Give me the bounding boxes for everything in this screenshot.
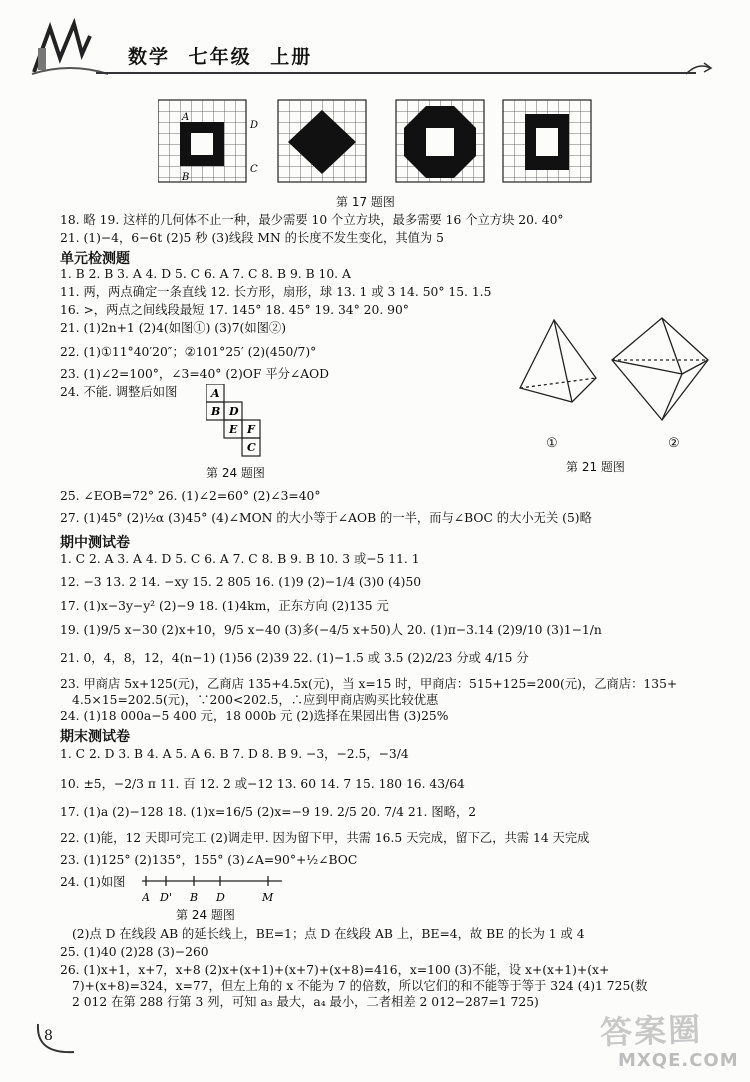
answer-line: 2 012 在第 288 行第 3 列，可知 a₃ 最大，a₄ 最小，二者相差 2 012−287=1 725) xyxy=(72,995,539,1009)
answer-line: 21. (1)2n+1 (2)4(如图①) (3)7(如图②) xyxy=(60,321,287,335)
section-heading: 期末测试卷 xyxy=(60,729,130,745)
arrow-icon xyxy=(684,58,714,82)
watermark-url: MXQE.COM xyxy=(618,1050,739,1071)
caption-21: 第 21 题图 xyxy=(566,460,625,474)
net-label: E xyxy=(229,423,238,436)
answer-line: 24. (1)18 000a−5 400 元，18 000b 元 (2)选择在果园出售 (3)25% xyxy=(60,709,449,723)
page-header xyxy=(0,0,750,92)
answer-line: 24. 不能. 调整后如图 xyxy=(60,385,178,399)
grid-2 xyxy=(278,100,366,182)
section-heading: 单元检测题 xyxy=(60,251,130,267)
answer-line: 1. B 2. B 3. A 4. D 5. C 6. A 7. C 8. B 9. B 10. A xyxy=(60,267,351,281)
answer-line: 23. 甲商店 5x+125(元)，乙商店 135+4.5x(元)，当 x=15 时，甲商店：515+125=200(元)，乙商店：135+ xyxy=(60,677,678,691)
answer-line: 22. (1)能，12 天即可完工 (2)调走甲. 因为留下甲，共需 16.5 天完成，留下乙，共需 14 天完成 xyxy=(60,831,590,845)
figure-24-net xyxy=(206,384,276,464)
page-title: 数学 七年级 上册 xyxy=(128,46,313,68)
caption-17: 第 17 题图 xyxy=(336,195,395,209)
answer-line: 7)+(x+8)=324，x=77，但左上角的 x 不能为 7 的倍数，所以它们的和不能等于等于 324 (4)1 725(数 xyxy=(72,979,648,993)
figure-17-grids xyxy=(158,98,598,188)
seg-label: B xyxy=(190,891,199,904)
answer-line: 16. >，两点之间线段最短 17. 145° 18. 45° 19. 34° 20. 90° xyxy=(60,303,409,317)
answer-line: 21. (1)−4，6−6t (2)5 秒 (3)线段 MN 的长度不发生变化，其值为 5 xyxy=(60,231,444,245)
book-logo-icon xyxy=(30,18,110,78)
net-label: D xyxy=(229,405,239,418)
page-number-ornament xyxy=(34,1020,84,1060)
answer-line: 25. (1)40 (2)28 (3)−260 xyxy=(60,945,209,959)
answer-line: 11. 两，两点确定一条直线 12. 长方形，扇形，球 13. 1 或 3 14. 50° 15. 1.5 xyxy=(60,285,492,299)
answer-line: 21. 0，4，8，12，4(n−1) (1)56 (2)39 22. (1)−1.5 或 3.5 (2)2/23 分或 4/15 分 xyxy=(60,651,529,665)
solid-label-2: ② xyxy=(668,436,680,451)
label-D: D xyxy=(250,120,259,131)
caption-24: 第 24 题图 xyxy=(206,466,265,480)
seg-label: A xyxy=(142,891,150,904)
seg-label: D xyxy=(216,891,225,904)
answer-line: 10. ±5，−2/3 π 11. 百 12. 2 或−12 13. 60 14. 7 15. 180 16. 43/64 xyxy=(60,777,465,791)
solid-label-1: ① xyxy=(546,436,558,451)
answer-line: 17. (1)a (2)−128 18. (1)x=16/5 (2)x=−9 19. 2/5 20. 7/4 21. 图略，2 xyxy=(60,805,477,819)
net-label: A xyxy=(211,387,220,400)
answer-line: 4.5×15=202.5(元)，∵200<202.5，∴应到甲商店购买比较优惠 xyxy=(72,693,439,707)
header-rule xyxy=(96,72,696,74)
answer-line: 23. (1)125° (2)135°，155° (3)∠A=90°+½∠BOC xyxy=(60,853,358,867)
answer-line: 19. (1)9/5 x−30 (2)x+10，9/5 x−40 (3)多(−4/5 x+50)人 20. (1)π−3.14 (2)9/10 (3)1−1/n xyxy=(60,623,602,637)
figure-24-segment xyxy=(142,873,292,907)
answer-line: 23. (1)∠2=100°，∠3=40° (2)OF 平分∠AOD xyxy=(60,367,330,381)
answer-line: 22. (1)①11°40′20″；②101°25′ (2)(450/7)° xyxy=(60,345,317,359)
section-heading: 期中测试卷 xyxy=(60,535,130,551)
answer-line: 12. −3 13. 2 14. −xy 15. 2 805 16. (1)9 (2)−1/4 (3)0 (4)50 xyxy=(60,575,422,589)
seg-label: D' xyxy=(160,891,172,904)
grid-3 xyxy=(396,100,484,182)
caption-24b: 第 24 题图 xyxy=(176,908,235,922)
net-label: F xyxy=(247,423,255,436)
answer-line: 1. C 2. D 3. B 4. A 5. A 6. B 7. D 8. B 9. −3，−2.5，−3/4 xyxy=(60,747,409,761)
net-label: B xyxy=(211,405,221,418)
grid-1 xyxy=(158,100,258,183)
label-B: B xyxy=(182,172,190,183)
net-label: C xyxy=(247,441,256,454)
grid-4 xyxy=(503,100,591,182)
answer-line: 25. ∠EOB=72° 26. (1)∠2=60° (2)∠3=40° xyxy=(60,489,321,503)
answer-line: 26. (1)x+1，x+7，x+8 (2)x+(x+1)+(x+7)+(x+8)=416，x=100 (3)不能，设 x+(x+1)+(x+ xyxy=(60,963,610,977)
answer-line: 24. (1)如图 xyxy=(60,875,126,889)
label-A: A xyxy=(182,112,190,123)
answer-line: (2)点 D 在线段 AB 的延长线上，BE=1；点 D 在线段 AB 上，BE=4，故 BE 的长为 1 或 4 xyxy=(72,927,585,941)
answer-line: 18. 略 19. 这样的几何体不止一种，最少需要 10 个立方块，最多需要 16 个立方块 20. 40° xyxy=(60,213,564,227)
answer-line: 27. (1)45° (2)½α (3)45° (4)∠MON 的大小等于∠AOB 的一半，而与∠BOC 的大小无关 (5)略 xyxy=(60,511,592,525)
page-number: 8 xyxy=(44,1028,53,1044)
figure-21-solids xyxy=(512,316,712,426)
label-C: C xyxy=(250,164,258,175)
answer-line: 1. C 2. A 3. A 4. D 5. C 6. A 7. C 8. B 9. B 10. 3 或−5 11. 1 xyxy=(60,552,420,566)
seg-label: M xyxy=(262,891,274,904)
answer-line: 17. (1)x−3y−y² (2)−9 18. (1)4km，正东方向 (2)135 元 xyxy=(60,599,389,613)
watermark-logo: 答案圈 xyxy=(599,1010,703,1052)
